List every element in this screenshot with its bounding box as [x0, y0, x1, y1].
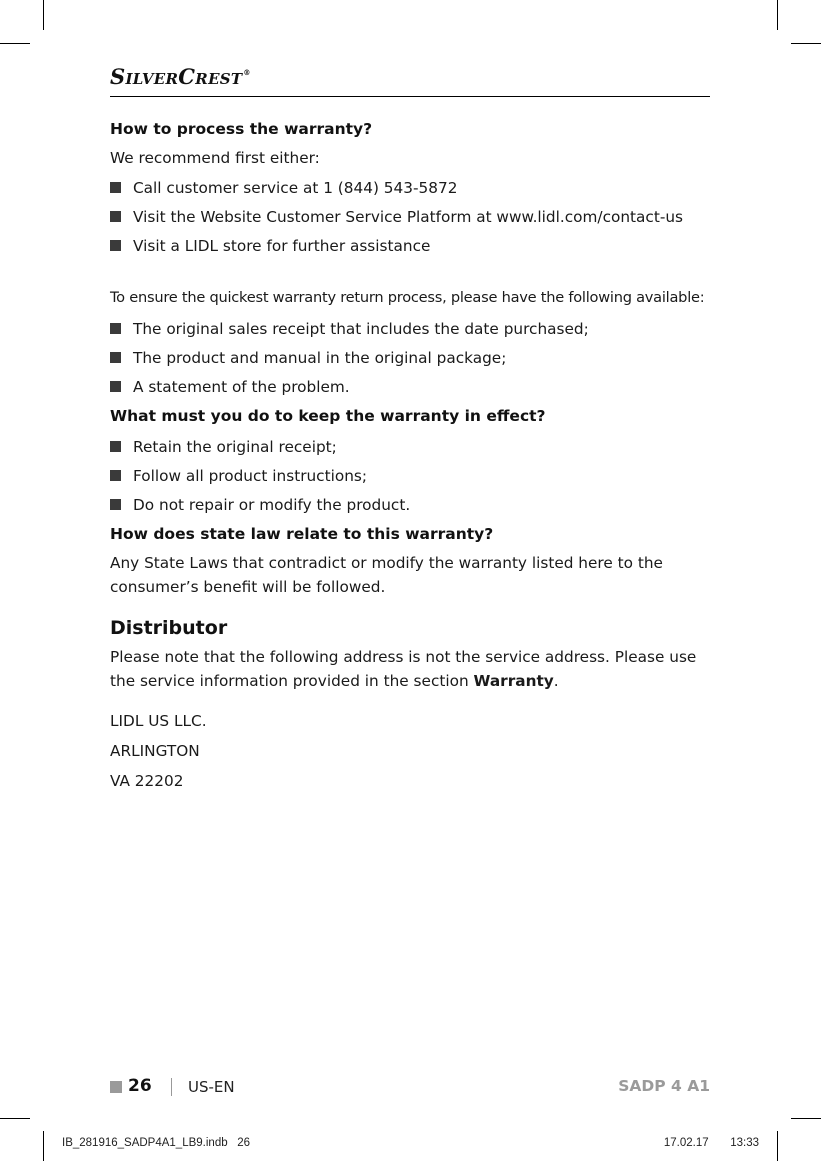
distributor-address: [110, 709, 720, 793]
language-code: US-EN: [188, 1078, 235, 1096]
requirements-list: [110, 317, 720, 399]
brand-logo: SilverCrest®: [110, 64, 251, 89]
list-item: Call customer service at 1 (844) 543-5872: [110, 176, 720, 200]
print-slug-datetime: 17.02.17 13:33: [663, 1137, 759, 1149]
process-intro: We recommend first either:: [110, 149, 320, 167]
crop-mark: [791, 43, 821, 44]
state-law-text: Any State Laws that contradict or modify the warranty listed here to the consumer’s benefit will be followed.: [110, 554, 663, 596]
bullet-square-icon: [110, 470, 121, 481]
contact-options-list: [110, 176, 720, 258]
list-item: The original sales receipt that includes the date purchased;: [110, 317, 720, 341]
bullet-square-icon: [110, 182, 121, 193]
bullet-square-icon: [110, 352, 121, 363]
bullet-square-icon: [110, 441, 121, 452]
crop-mark: [777, 0, 778, 30]
bullet-square-icon: [110, 240, 121, 251]
list-item: Follow all product instructions;: [110, 464, 720, 488]
heading-process-warranty: How to process the warranty?: [110, 120, 373, 138]
heading-keep-warranty: What must you do to keep the warranty in effect?: [110, 407, 546, 425]
bullet-square-icon: [110, 211, 121, 222]
warranty-reference: Warranty: [473, 672, 554, 690]
address-line: VA 22202: [110, 772, 184, 790]
ensure-text: To ensure the quickest warranty return process, please have the following available:: [110, 289, 705, 306]
list-item: The product and manual in the original package;: [110, 346, 720, 370]
keep-warranty-list: [110, 435, 720, 517]
crop-mark: [791, 1118, 821, 1119]
list-item: Retain the original receipt;: [110, 435, 720, 459]
model-number: SADP 4 A1: [618, 1077, 710, 1095]
crop-mark: [43, 0, 44, 30]
crop-mark: [0, 43, 30, 44]
bullet-square-icon: [110, 499, 121, 510]
bullet-square-icon: [110, 323, 121, 334]
footer-divider: [171, 1078, 172, 1096]
header-rule: [110, 96, 710, 97]
page-footer: [110, 1076, 710, 1100]
print-slug-file: IB_281916_SADP4A1_LB9.indb 26: [62, 1137, 250, 1149]
list-item: Do not repair or modify the product.: [110, 493, 720, 517]
heading-state-law: How does state law relate to this warranty?: [110, 525, 494, 543]
distributor-text: Please note that the following address is not the service address. Please use the service information provided in the section Warranty.: [110, 648, 697, 690]
list-item: A statement of the problem.: [110, 375, 720, 399]
list-item: Visit the Website Customer Service Platform at www.lidl.com/contact-us: [110, 205, 720, 229]
crop-mark: [0, 1118, 30, 1119]
page-content: [110, 118, 720, 799]
crop-mark: [777, 1131, 778, 1161]
footer-square-icon: [110, 1081, 122, 1093]
address-line: LIDL US LLC.: [110, 712, 207, 730]
list-item: Visit a LIDL store for further assistance: [110, 234, 720, 258]
address-line: ARLINGTON: [110, 742, 200, 760]
bullet-square-icon: [110, 381, 121, 392]
page-number: 26: [128, 1076, 152, 1096]
heading-distributor: Distributor: [110, 617, 228, 639]
crop-mark: [43, 1131, 44, 1161]
